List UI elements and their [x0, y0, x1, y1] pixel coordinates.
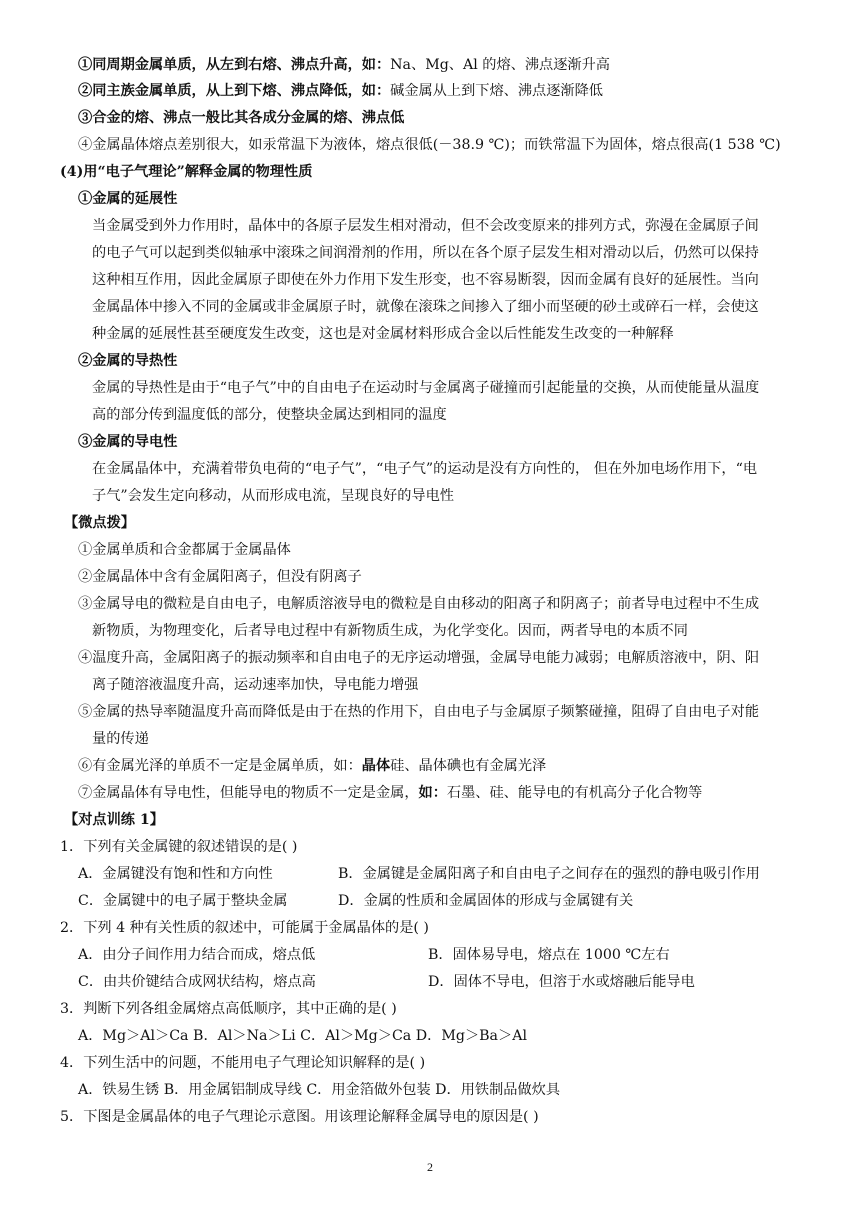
text-line: 当金属受到外力作用时，晶体中的各原子层发生相对滑动，但不会改变原来的排列方式，弥漫在金属原子间 [92, 218, 759, 234]
text-line: 这种相互作用，因此金属原子即使在外力作用下发生形变，也不容易断裂，因而金属有良好的延展性。当向 [92, 272, 759, 288]
text-line: 的电子气可以起到类似轴承中滚珠之间润滑剂的作用，所以在各个原子层发生相对滑动以后，仍然可以保持 [92, 245, 759, 261]
text-line: 2．下列 4 种有关性质的叙述中，可能属于金属晶体的是( ) [60, 920, 429, 936]
text-line: 金属的导热性是由于“电子气”中的自由电子在运动时与金属离子碰撞而引起能量的交换，从而使能量从温度 [92, 380, 760, 396]
text-line: B．固体易导电，熔点在 1000 ℃左右 [428, 947, 670, 963]
text-line: ⑦金属晶体有导电性，但能导电的物质不一定是金属，如：石墨、硅、能导电的有机高分子化合物等 [78, 785, 703, 801]
text-line: C．由共价键结合成网状结构，熔点高 [78, 974, 316, 990]
text-line: D．固体不导电，但溶于水或熔融后能导电 [428, 974, 695, 990]
text-line: ①同周期金属单质，从左到右熔、沸点升高，如：Na、Mg、Al 的熔、沸点逐渐升高 [78, 57, 610, 73]
text-line: A．由分子间作用力结合而成，熔点低 [78, 947, 316, 963]
text-line: 量的传递 [92, 731, 149, 747]
text-line: 4．下列生活中的问题，不能用电子气理论知识解释的是( ) [60, 1055, 426, 1071]
text-line: 【微点拨】 [64, 515, 135, 531]
text-line: ④温度升高，金属阳离子的振动频率和自由电子的无序运动增强，金属导电能力减弱；电解质溶液中，阴、阳 [78, 650, 760, 666]
text-line: ⑤金属的热导率随温度升高而降低是由于在热的作用下，自由电子与金属原子频繁碰撞，阻碍了自由电子对能 [78, 704, 760, 720]
text-line: ③合金的熔、沸点一般比其各成分金属的熔、沸点低 [78, 110, 405, 126]
text-line: ②金属的导热性 [78, 353, 178, 369]
text-line: A．金属键没有饱和性和方向性 [78, 866, 273, 882]
text-line: C．金属键中的电子属于整块金属 [78, 893, 288, 909]
text-line: 金属晶体中掺入不同的金属或非金属原子时，就像在滚珠之间掺入了细小而坚硬的砂土或碎石一样，会使这 [92, 299, 759, 315]
text-line: ③金属导电的微粒是自由电子，电解质溶液导电的微粒是自由移动的阳离子和阴离子；前者导电过程中不生成 [78, 596, 760, 612]
text-line: 在金属晶体中，充满着带负电荷的“电子气”，“电子气”的运动是没有方向性的， 但在外加电场作用下，“电 [92, 461, 758, 477]
page-number: 2 [427, 1160, 433, 1174]
text-line: 5．下图是金属晶体的电子气理论示意图。用该理论解释金属导电的原因是( ) [60, 1109, 539, 1125]
text-line: ①金属单质和合金都属于金属晶体 [78, 542, 291, 558]
text-line: D．金属的性质和金属固体的形成与金属键有关 [338, 893, 634, 909]
text-line: 离子随溶液温度升高，运动速率加快，导电能力增强 [92, 677, 419, 693]
text-line: ②金属晶体中含有金属阳离子，但没有阴离子 [78, 569, 362, 585]
text-line: ①金属的延展性 [78, 191, 178, 207]
text-line: A．Mg＞Al＞Ca B．Al＞Na＞Li C．Al＞Mg＞Ca D．Mg＞Ba＞Al [78, 1028, 527, 1044]
text-line: 1．下列有关金属键的叙述错误的是( ) [60, 839, 298, 855]
text-line: 高的部分传到温度低的部分，使整块金属达到相同的温度 [92, 407, 447, 423]
text-line: 种金属的延展性甚至硬度发生改变，这也是对金属材料形成合金以后性能发生改变的一种解释 [92, 326, 674, 342]
text-line: 3．判断下列各组金属熔点高低顺序，其中正确的是( ) [60, 1001, 397, 1017]
text-line: ②同主族金属单质，从上到下熔、沸点降低，如：碱金属从上到下熔、沸点逐渐降低 [78, 83, 603, 99]
text-line: ④金属晶体熔点差别很大，如汞常温下为液体，熔点很低(－38.9 ℃)；而铁常温下为固体，熔点很高(1 538 ℃) [78, 137, 781, 153]
text-line: (4)用“电子气理论”解释金属的物理性质 [60, 164, 313, 180]
text-line: ⑥有金属光泽的单质不一定是金属单质，如：晶体硅、晶体碘也有金属光泽 [78, 758, 547, 774]
text-line: 子气”会发生定向移动，从而形成电流，呈现良好的导电性 [92, 488, 454, 504]
text-line: 新物质，为物理变化，后者导电过程中有新物质生成，为化学变化。因而，两者导电的本质不同 [92, 623, 688, 639]
text-line: A．铁易生锈 B．用金属铝制成导线 C．用金箔做外包装 D．用铁制品做炊具 [78, 1082, 561, 1098]
text-line: ③金属的导电性 [78, 434, 178, 450]
text-line: 【对点训练 1】 [64, 812, 164, 828]
text-line: B．金属键是金属阳离子和自由电子之间存在的强烈的静电吸引作用 [338, 866, 760, 882]
